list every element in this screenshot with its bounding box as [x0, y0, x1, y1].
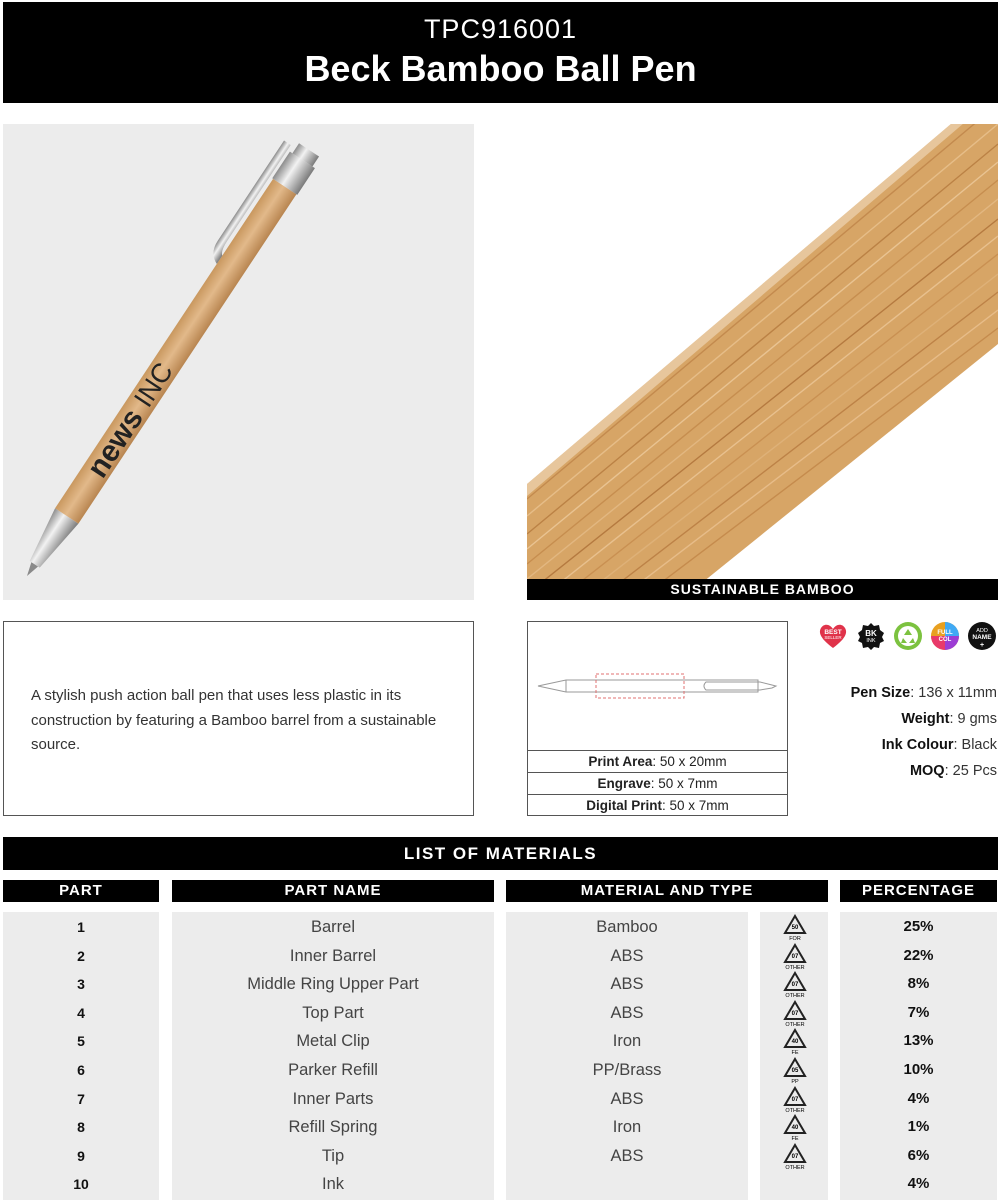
- part-number: 1: [77, 919, 85, 935]
- column-header-material: MATERIAL AND TYPE: [506, 880, 828, 902]
- column-header-part-name: PART NAME: [172, 880, 494, 902]
- badge-text: FULL: [937, 630, 953, 636]
- part-percentage: 1%: [907, 1118, 930, 1136]
- part-percentage: 25%: [903, 918, 934, 935]
- material-type: Bamboo: [596, 918, 658, 936]
- print-area-value: 50 x 20mm: [659, 754, 727, 769]
- svg-text:+: +: [979, 642, 985, 649]
- engrave-label: Engrave: [597, 776, 651, 791]
- recycling-code-label: PP: [791, 1079, 799, 1084]
- part-name: Parker Refill: [288, 1061, 378, 1079]
- spec-pen-size: Pen Size: 136 x 11mm: [850, 685, 997, 701]
- part-percentage: 6%: [907, 1146, 930, 1164]
- material-type: ABS: [610, 1146, 644, 1165]
- material-type: ABS: [610, 946, 644, 965]
- product-code: TPC916001: [423, 14, 578, 44]
- recycling-code-label: FE: [791, 1050, 799, 1056]
- material-type: ABS: [610, 1003, 644, 1022]
- recycling-code-number: 07: [791, 1010, 799, 1017]
- badge-text: ADD: [976, 628, 988, 634]
- print-info-rows: [528, 750, 787, 816]
- recycling-code-number: 05: [791, 1068, 799, 1074]
- recycling-code-icon: [780, 1057, 810, 1084]
- engrave-value: 50 x 7mm: [658, 776, 718, 791]
- badge-text: NAME: [972, 634, 992, 641]
- badge-text: COL: [938, 637, 952, 643]
- part-name: Inner Barrel: [289, 946, 377, 965]
- recycling-code-number: 07: [791, 953, 799, 960]
- part-percentage: 4%: [907, 1089, 930, 1107]
- part-percentage: 22%: [903, 946, 934, 964]
- product-title: Beck Bamboo Ball Pen: [304, 48, 697, 89]
- spec-label: Pen Size: [850, 685, 911, 701]
- part-number: 3: [77, 976, 85, 993]
- column-header-percentage: PERCENTAGE: [840, 880, 997, 902]
- spec-label: Ink Colour: [881, 737, 954, 753]
- table-row: [0, 1142, 1000, 1171]
- table-row: [0, 1027, 1000, 1056]
- recycling-code-number: 40: [791, 1039, 799, 1046]
- material-type: ABS: [610, 1089, 644, 1108]
- recycling-code-label: OTHER: [785, 964, 805, 970]
- spec-value: 9 gms: [957, 711, 997, 727]
- materials-title: LIST OF MATERIALS: [3, 837, 998, 870]
- spec-value: 25 Pcs: [952, 763, 997, 779]
- part-percentage: 4%: [907, 1175, 930, 1193]
- part-number: 10: [73, 1176, 89, 1193]
- pen-logo-light: INC: [128, 357, 179, 413]
- print-area-label: Print Area: [588, 754, 653, 769]
- recycling-code-icon: [780, 1000, 810, 1027]
- recycling-code-icon: [780, 1143, 810, 1170]
- part-percentage: 8%: [907, 975, 930, 993]
- material-type: [506, 1170, 748, 1199]
- pen-logo-bold: news: [80, 402, 150, 484]
- part-percentage: 13%: [903, 1032, 934, 1050]
- recycling-code-number: 07: [791, 1096, 799, 1103]
- pen-illustration: [3, 124, 474, 600]
- spec-moq: MOQ: 25 Pcs: [909, 763, 997, 779]
- badge-text: BEST: [824, 629, 842, 636]
- spec-ink-colour: Ink Colour: Black: [881, 737, 997, 753]
- recycling-code-label: OTHER: [785, 1164, 805, 1170]
- part-number: 4: [77, 1004, 85, 1021]
- material-type: Iron: [612, 1118, 642, 1137]
- part-percentage: 10%: [903, 1061, 934, 1078]
- bamboo-caption: SUSTAINABLE BAMBOO: [527, 579, 998, 600]
- part-number: 6: [77, 1062, 85, 1078]
- recycling-code-icon: [780, 1086, 810, 1113]
- description-box: [3, 621, 474, 816]
- part-number: 8: [77, 1119, 85, 1136]
- recycling-code-label: OTHER: [785, 1107, 805, 1113]
- table-row: [0, 1085, 1000, 1114]
- spec-weight: Weight: 9 gms: [901, 711, 997, 727]
- part-name: Refill Spring: [288, 1118, 378, 1137]
- recycling-code-icon: [780, 1028, 810, 1055]
- table-row: [0, 1056, 1000, 1085]
- recycling-code-number: 40: [791, 1125, 799, 1132]
- table-row: [0, 970, 1000, 999]
- part-name: Barrel: [310, 918, 355, 936]
- part-name: Middle Ring Upper Part: [247, 975, 419, 994]
- recycling-code-label: OTHER: [785, 1021, 805, 1027]
- recycling-code-number: 07: [791, 982, 799, 989]
- spec-value: 136 x 11mm: [918, 685, 997, 701]
- table-row: [0, 913, 1000, 942]
- part-number: 5: [77, 1033, 85, 1050]
- recycling-code-icon: [780, 914, 810, 941]
- part-name: Ink: [321, 1175, 344, 1194]
- table-row: [0, 1113, 1000, 1142]
- spec-label: MOQ: [909, 763, 945, 779]
- badge-text: INK: [866, 638, 876, 644]
- feature-badges: [818, 621, 1000, 651]
- part-name: Inner Parts: [292, 1089, 374, 1108]
- print-info-row: Print Area: 50 x 20mm: [528, 750, 787, 772]
- material-type: PP/Brass: [592, 1061, 662, 1079]
- table-row: [0, 942, 1000, 971]
- material-type: ABS: [610, 975, 644, 994]
- part-name: Metal Clip: [296, 1032, 370, 1051]
- full-colour-icon: [930, 621, 960, 651]
- badge-text: SELLER: [824, 635, 842, 640]
- print-area-marker: [596, 674, 684, 698]
- badge-text: BK: [865, 629, 877, 638]
- table-row: [0, 1170, 1000, 1199]
- material-type: Iron: [612, 1032, 642, 1051]
- print-area-diagram: [528, 622, 787, 749]
- pen-product-image: [3, 124, 474, 600]
- recycling-code-icon: [780, 971, 810, 998]
- recycling-code-label: FE: [791, 1136, 799, 1142]
- print-info-row: Engrave: 50 x 7mm: [528, 772, 787, 794]
- product-specs: [790, 682, 997, 786]
- header-bar: [3, 2, 998, 103]
- part-number: 2: [77, 947, 85, 964]
- recycling-code-icon: [780, 1114, 810, 1141]
- recycling-code-icon: [780, 943, 810, 970]
- recycling-code-number: 07: [791, 1153, 799, 1160]
- best-seller-heart-icon: [818, 621, 848, 651]
- spec-value: Black: [961, 737, 997, 753]
- recycling-code-label: FOR: [789, 936, 801, 941]
- part-number: 7: [77, 1090, 85, 1107]
- bamboo-closeup-image: [527, 124, 998, 579]
- digital-print-value: 50 x 7mm: [669, 798, 729, 813]
- product-description: A stylish push action ball pen that uses less plastic in its construction by featuring a Bamboo barrel from a sustainable source.: [31, 687, 437, 753]
- part-number: 9: [77, 1147, 85, 1164]
- recycling-code-number: 50: [791, 925, 799, 931]
- part-name: Tip: [321, 1146, 345, 1165]
- print-area-box: [527, 621, 788, 816]
- column-header-part: PART: [3, 880, 159, 902]
- digital-print-label: Digital Print: [586, 798, 662, 813]
- black-ink-icon: [856, 621, 886, 651]
- spec-label: Weight: [901, 711, 950, 727]
- recycle-icon: [893, 621, 923, 651]
- part-name: Top Part: [302, 1003, 364, 1022]
- table-row: [0, 999, 1000, 1028]
- add-name-icon: [967, 621, 997, 651]
- bamboo-texture: [527, 124, 998, 579]
- recycling-code-label: OTHER: [785, 993, 805, 999]
- part-percentage: 7%: [907, 1003, 930, 1021]
- print-info-row: Digital Print: 50 x 7mm: [528, 794, 787, 816]
